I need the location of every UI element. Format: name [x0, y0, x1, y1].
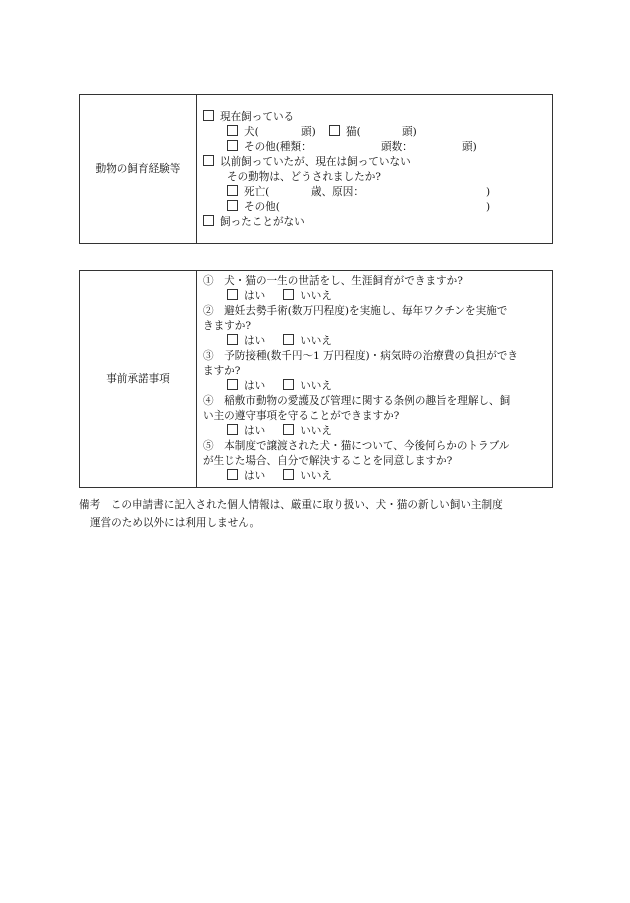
- never-kept-label: 飼ったことがない: [220, 216, 305, 228]
- dog-label: 犬(: [244, 126, 259, 138]
- question-3-line1: ③ 予防接種(数千円～1 万円程度)・病気時の治療費の負担ができ: [203, 350, 518, 362]
- question-3-line2: ますか?: [203, 365, 241, 377]
- q2-yes-label: はい: [244, 335, 266, 347]
- died-checkbox[interactable]: [227, 185, 238, 196]
- question-2-line2: きますか?: [203, 320, 252, 332]
- q5-no-checkbox[interactable]: [283, 469, 294, 480]
- never-kept-checkbox[interactable]: [203, 215, 214, 226]
- question-4-line2: い主の遵守事項を守ることができますか?: [203, 410, 400, 422]
- other-row: [227, 200, 280, 214]
- q1-yes-label: はい: [244, 290, 266, 302]
- q1-answers: [227, 289, 332, 303]
- q2-answers: [227, 334, 332, 348]
- q5-yes-label: はい: [244, 470, 266, 482]
- experience-label: 動物の飼育経験等: [95, 163, 181, 175]
- q3-answers: [227, 379, 332, 393]
- option-never-kept: [203, 215, 305, 229]
- question-2-line1: ② 避妊去勢手術(数万円程度)を実施し、毎年ワクチンを実施で: [203, 305, 508, 317]
- q2-no-checkbox[interactable]: [283, 334, 294, 345]
- cat-row: [329, 125, 361, 139]
- died-paren-close: ): [486, 186, 491, 198]
- q5-answers: [227, 469, 332, 483]
- q4-no-label: いいえ: [300, 425, 332, 437]
- other-label: その他(: [244, 201, 280, 213]
- consent-label: 事前承諾事項: [106, 373, 170, 385]
- currently-keeping-checkbox[interactable]: [203, 110, 214, 121]
- other-type-checkbox[interactable]: [227, 140, 238, 151]
- question-5-line2: が生じた場合、自分で解決することを同意しますか?: [203, 455, 453, 467]
- option-previously-kept: [203, 155, 411, 169]
- dog-checkbox[interactable]: [227, 125, 238, 136]
- q3-yes-checkbox[interactable]: [227, 379, 238, 390]
- option-currently-keeping: [203, 110, 294, 124]
- currently-keeping-label: 現在飼っている: [220, 111, 295, 123]
- dog-heads: 頭): [301, 126, 316, 138]
- cat-heads: 頭): [402, 126, 417, 138]
- died-row: [227, 185, 269, 199]
- cat-checkbox[interactable]: [329, 125, 340, 136]
- q1-yes-checkbox[interactable]: [227, 289, 238, 300]
- consent-divider: [196, 270, 197, 488]
- q5-no-label: いいえ: [300, 470, 332, 482]
- q2-yes-checkbox[interactable]: [227, 334, 238, 345]
- q4-yes-label: はい: [244, 425, 266, 437]
- q3-yes-label: はい: [244, 380, 266, 392]
- q5-yes-checkbox[interactable]: [227, 469, 238, 480]
- question-5-line1: ⑤ 本制度で譲渡された犬・猫について、今後何らかのトラブル: [203, 440, 510, 452]
- other-heads: 頭): [462, 141, 477, 153]
- q4-yes-checkbox[interactable]: [227, 424, 238, 435]
- q3-no-checkbox[interactable]: [283, 379, 294, 390]
- q3-no-label: いいえ: [300, 380, 332, 392]
- question-1: ① 犬・猫の一生の世話をし、生涯飼育ができますか?: [203, 275, 463, 287]
- q1-no-checkbox[interactable]: [283, 289, 294, 300]
- previously-kept-checkbox[interactable]: [203, 155, 214, 166]
- q4-answers: [227, 424, 332, 438]
- cat-label: 猫(: [346, 126, 361, 138]
- previously-kept-label: 以前飼っていたが、現在は飼っていない: [220, 156, 411, 168]
- other-paren-close: ): [486, 201, 491, 213]
- remarks-line1: 備考 この申請書に記入された個人情報は、厳重に取り扱い、犬・猫の新しい飼い主制度: [79, 499, 503, 511]
- age-cause-label: 歳、原因：: [311, 186, 364, 198]
- head-count-label: 頭数：: [381, 141, 413, 153]
- q4-no-checkbox[interactable]: [283, 424, 294, 435]
- remarks-line2: 運営のため以外には利用しません。: [90, 517, 261, 529]
- q2-no-label: いいえ: [300, 335, 332, 347]
- what-happened-text: その動物は、どうされましたか?: [227, 171, 381, 183]
- other-checkbox[interactable]: [227, 200, 238, 211]
- other-type-row: [227, 140, 312, 154]
- q1-no-label: いいえ: [300, 290, 332, 302]
- experience-divider: [196, 94, 197, 244]
- dog-cat-row: [227, 125, 259, 139]
- other-type-label: その他(種類：: [244, 141, 312, 153]
- question-4-line1: ④ 稲敷市動物の愛護及び管理に関する条例の趣旨を理解し、飼: [203, 395, 511, 407]
- died-label: 死亡(: [244, 186, 270, 198]
